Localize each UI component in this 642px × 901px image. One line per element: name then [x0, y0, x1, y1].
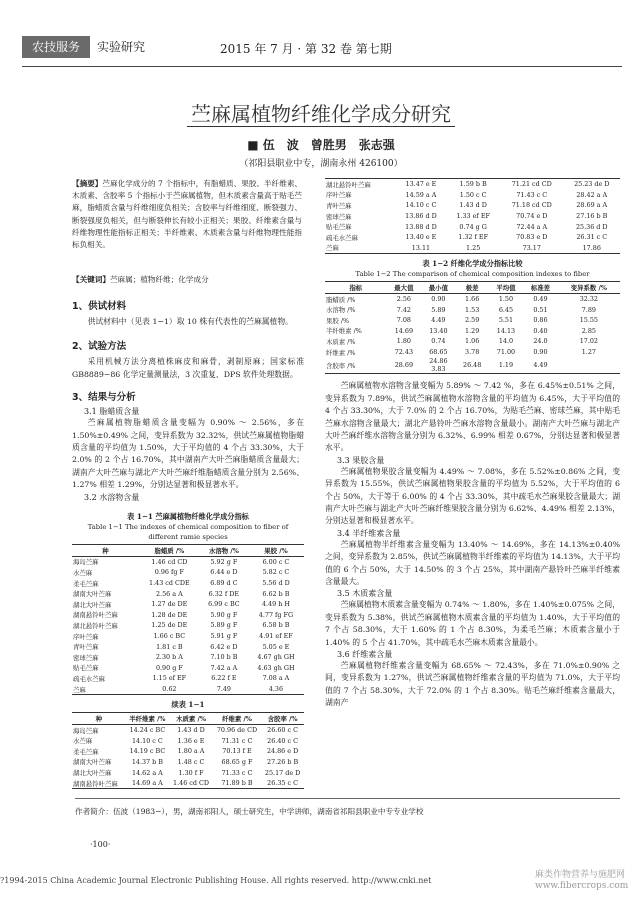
- keywords-text: 苎麻属；植物纤维；化学成分: [109, 275, 209, 284]
- table-row: [325, 211, 620, 222]
- table-cell: 26.48: [463, 361, 482, 370]
- table-cell: 70.96 de CD: [216, 726, 258, 735]
- subsection-3-3-text: 苎麻属植物果胶含量变幅为 4.49% ～ 7.08%，多在 5.52%±0.86% 之间，变异系数为 15.55%，供试苎麻属植物果胶含量的平均值为 5.52%，大于平均值的 6 个占 50%，大于等于 6.00% 的 4 个占 33.30%，其中疏毛水苎麻果胶含量最大；湖南产大叶苎麻与湖北产大叶苎麻纤维果胶含量分别为 6.62%、4.49% 相差 2.13%，分别达显著和极显著水平。: [325, 466, 620, 526]
- column-header: 标准差: [523, 282, 558, 294]
- affiliation: （祁阳县职业中专，湖南永州 426100）: [239, 159, 403, 169]
- table-cell: 71.43 c C: [516, 190, 548, 199]
- table-cell: 72.43: [394, 348, 414, 357]
- column-header: 果胶 /%: [248, 545, 304, 557]
- table-cell: 5.51: [498, 316, 514, 325]
- table-row: [72, 588, 304, 599]
- table-row: [72, 746, 304, 757]
- table-row: [72, 578, 304, 589]
- table-cell: 6.44 e D: [210, 568, 238, 577]
- subsection-3-1-heading: 3.1 脂蜡质含量: [84, 407, 140, 417]
- table-cell: 1.59 b B: [459, 180, 487, 189]
- watermark-line-1: 麻类作物营养与施肥网: [535, 870, 626, 880]
- table-cell: 1.06: [465, 337, 480, 346]
- table-cell: 湖南悬铃叶苎麻: [73, 779, 118, 788]
- table-row: [325, 179, 620, 190]
- table-header-row: [72, 545, 304, 557]
- table-cell: 7.10 b B: [210, 653, 238, 662]
- table-cell: 水苎麻: [73, 568, 93, 577]
- table-cell: 5.56 d D: [262, 579, 290, 588]
- table-row: [72, 724, 304, 735]
- table-cell: 14.19 c BC: [129, 747, 166, 756]
- section-2-heading: 2、试验方法: [72, 341, 127, 353]
- table-cell: 6.42 e D: [210, 642, 238, 651]
- table-1-1-block: [72, 512, 304, 789]
- table-cell: 脂蜡质 /%: [326, 295, 356, 304]
- table-cell: 1.25: [466, 243, 481, 252]
- table-cell: 5.91 g F: [210, 632, 238, 641]
- table-cell: 1.81 c B: [156, 642, 183, 651]
- table-1-1-cont-caption: 续表 1−1: [171, 700, 205, 710]
- table-cell: 73.17: [522, 243, 541, 252]
- table-cell: 湖南悬铃叶苎麻: [73, 611, 118, 620]
- table-cell: 3.78: [465, 348, 480, 357]
- table-cell: 13.88 d D: [405, 222, 437, 231]
- table-cell: 1.19: [498, 361, 514, 370]
- table-row: [325, 315, 620, 326]
- table-cell: 28.42 a A: [576, 190, 608, 199]
- table-row: [325, 200, 620, 211]
- table-cell: 32.32: [579, 295, 598, 304]
- table-row: [72, 757, 304, 768]
- table-row: [325, 304, 620, 315]
- table-cell: 7.08: [396, 316, 411, 325]
- table-cell: 5.90 g F: [210, 610, 238, 619]
- table-cell: 13.86 d D: [405, 212, 437, 221]
- table-row: [72, 556, 304, 567]
- table-cell: 15.55: [579, 316, 598, 325]
- table-cell: 1.50: [498, 295, 514, 304]
- table-cell: 25.23 de D: [574, 180, 610, 189]
- table-cell: 木质素 /%: [326, 337, 356, 346]
- table-cell: 1.48 c C: [177, 757, 205, 766]
- subsection-3-1-text: 苎麻属植物脂蜡质含量变幅为 0.90% ～ 2.56%，多在 1.50%±0.49% 之间，变异系数为 32.32%，供试苎麻属植物脂蜡质含量的平均值为 1.50%，大于平均值的 4 个占 33.30%，大于 2.0% 的 2 个占 16.70%，其中湖南产大叶苎麻脂蜡质含量最大；湖南产大叶苎麻与湖北产大叶苎麻纤维脂蜡质含量分别为 2.56%、1.27% 相差 1.29%，分别达显著和极显著水平。: [72, 418, 304, 490]
- table-cell: 6.32 f DE: [208, 589, 240, 598]
- right-column: [325, 178, 620, 710]
- table-row: [325, 190, 620, 201]
- table-cell: 1.27: [581, 348, 596, 357]
- page-number: ·100·: [90, 840, 111, 849]
- section-3-heading: 3、结果与分析: [72, 392, 136, 404]
- table-1-1: [72, 544, 304, 695]
- table-cell: 71.21 cd CD: [511, 180, 552, 189]
- table-cell: 1.80 a A: [177, 747, 205, 756]
- table-cell: 0.40: [533, 326, 548, 335]
- column-header: 种: [72, 713, 126, 725]
- subsection-3-5-heading: 3.5 木质素含量: [337, 589, 393, 599]
- table-row: [72, 620, 304, 631]
- table-cell: 70.74 e D: [516, 212, 548, 221]
- table-cell: 4.36: [268, 685, 284, 694]
- table-cell: 疏毛水苎麻: [73, 674, 105, 683]
- table-cell: 0.86: [533, 316, 548, 325]
- footnote-rule: [75, 798, 620, 799]
- table-row: [72, 567, 304, 578]
- table-row: [72, 610, 304, 621]
- table-cell: 含胶率 /%: [326, 361, 356, 370]
- table-cell: 0.90 g F: [155, 663, 183, 672]
- watermark-line-2: www.fibercrops.com: [535, 881, 629, 891]
- table-cell: 27.26 b B: [267, 757, 299, 766]
- table-cell: 71.31 c C: [221, 736, 253, 745]
- table-cell: 68.65: [429, 348, 448, 357]
- table-cell: 68.65 g F: [221, 757, 253, 766]
- table-cell: 1.33 ef EF: [456, 212, 490, 221]
- table-cell: 湖北大叶苎麻: [73, 769, 112, 778]
- table-cell: 1.43 d D: [177, 726, 205, 735]
- table-cell: 5.92 g F: [210, 557, 238, 566]
- table-cell: 28.69: [394, 361, 414, 370]
- table-header-row: [325, 282, 620, 294]
- table-cell: 青叶苎麻: [326, 201, 352, 210]
- table-cell: 1.46 cd CD: [173, 779, 210, 788]
- table-row: [325, 347, 620, 358]
- table-cell: 14.10 c C: [131, 736, 163, 745]
- table-cell: 0.74 g G: [459, 222, 487, 231]
- table-cell: 24.0: [533, 337, 548, 346]
- table-cell: 13.47 e E: [405, 180, 437, 189]
- table-cell: 71.33 c C: [221, 768, 253, 777]
- table-cell: 贴毛苎麻: [326, 223, 352, 232]
- abstract: [72, 178, 302, 251]
- table-cell: 1.36 e E: [177, 736, 205, 745]
- table-cell: 6.00 c C: [262, 557, 290, 566]
- table-cell: 疏毛水苎麻: [326, 233, 358, 242]
- subsection-3-5-text: 苎麻属植物木质素含量变幅为 0.74% ～ 1.80%，多在 1.40%±0.075% 之间，变异系数为 5.38%，供试苎麻属植物木质素含量的平均值为 1.40%，大于平均值的 7 个占 58.30%，大于 1.60% 的 1 个占 8.30%，为柔毛苎麻；木质素含量小于 1.40% 的 5 个占 41.70%，其中疏毛水苎麻木质素含量最小。: [325, 600, 620, 647]
- table-cell: 7.42: [396, 305, 411, 314]
- table-cell: 6.62 b B: [262, 589, 290, 598]
- table-cell: [558, 357, 620, 374]
- table-cell: 4.67 gh GH: [257, 653, 295, 662]
- table-cell: 0.49: [533, 295, 548, 304]
- table-cell: 14.69: [394, 326, 414, 335]
- header-rule: [22, 66, 622, 67]
- table-cell: 序叶苎麻: [326, 191, 352, 200]
- table-cell: 14.59 a A: [405, 190, 437, 199]
- table-cell: 序叶苎麻: [73, 632, 99, 641]
- subsection-3-6-text: 苎麻属植物纤维素含量变幅为 68.65% ～ 72.43%，多在 71.0%±0.90% 之间，变异系数为 1.27%，供试苎麻属植物纤维素含量的平均值为 71.0%，大于平均值的 7 个占 58.30%，大于 72.0% 的 1 个占 8.30%。贴毛苎麻纤维素含量最大，湖南产: [325, 661, 620, 708]
- table-cell: 半纤维素 /%: [326, 327, 362, 336]
- table-cell: 1.80: [396, 337, 411, 346]
- paragraph-water-soluble: 苎麻属植物水溶物含量变幅为 5.89% ～ 7.42 %，多在 6.45%±0.51% 之间，变异系数为 7.89%，供试苎麻属植物水溶物含量的平均值为 6.45%，大于平均值的 4 个占 33.30%，大于 7.0% 的 2 个占 16.70%，为贴毛苎麻、密球苎麻，其中贴毛苎麻水溶物含量最大；湖北产悬铃叶苎麻水溶物含量最小。湖南产大叶苎麻与湖北产大叶苎麻纤维水溶物含量分别为 6.32%、6.99% 相差 0.67%，分别达显著和极显著水平。: [325, 381, 620, 453]
- column-header: 指标: [325, 282, 387, 294]
- watermark: [535, 870, 628, 892]
- table-cell: 海岛苎麻: [73, 726, 99, 735]
- table-cell: 71.00: [496, 348, 516, 357]
- table-cell: 1.27 de DE: [151, 600, 188, 609]
- table-cell: 贴毛苎麻: [73, 664, 99, 673]
- table-cell: 苎麻: [326, 244, 339, 253]
- table-cell: 25.17 de D: [264, 768, 301, 777]
- section-2-text: 采用机械方法分离植株麻皮和麻骨，剥制原麻；国家标准 GB8889−86 化学定量测量法，3 次重复、DPS 软件处理数据。: [72, 357, 304, 379]
- column-header: 最小值: [421, 282, 456, 294]
- table-cell: 1.46 cd CD: [151, 557, 188, 566]
- table-cell: 湖北悬铃叶苎麻: [326, 180, 371, 189]
- table-row: [72, 652, 304, 663]
- table-cell: 5.05 e E: [262, 642, 290, 651]
- table-cell: 7.89: [581, 305, 596, 314]
- table-cell: 苎麻: [73, 685, 86, 694]
- keywords: [72, 274, 302, 285]
- table-1-1-cont: [72, 712, 304, 789]
- table-1-1-caption: 表 1−1 苎麻属植物纤维化学成分指标: [127, 512, 249, 521]
- abstract-label: 【摘要】: [72, 179, 103, 188]
- table-cell: 72.44 a A: [516, 222, 548, 231]
- table-cell: 1.28 de DE: [151, 610, 188, 619]
- table-cell: 6.58 b B: [262, 621, 290, 630]
- table-cell: 1.15 ef EF: [152, 674, 187, 683]
- table-cell: 0.51: [533, 305, 548, 314]
- table-cell: 湖北大叶苎麻: [73, 600, 112, 609]
- table-cell: 0.90: [533, 348, 548, 357]
- table-row: [72, 599, 304, 610]
- table-cell: 6.89 d C: [210, 579, 238, 588]
- table-cell: 13.40 e E: [405, 233, 437, 242]
- table-cell: 密球苎麻: [73, 653, 99, 662]
- table-cell: 4.49: [431, 316, 446, 325]
- section-1-heading: 1、供试材料: [72, 301, 127, 312]
- table-cell: 24.86 3.83: [429, 357, 448, 374]
- table-row: [72, 767, 304, 778]
- subsection-3-3-heading: 3.3 果胶含量: [337, 455, 385, 465]
- table-row: [325, 357, 620, 374]
- table-cell: 海岛苎麻: [73, 558, 99, 567]
- table-cell: 1.25 de DE: [151, 621, 188, 630]
- table-row: [325, 243, 620, 254]
- table-cell: 6.45: [498, 305, 514, 314]
- table-cell: 2.56 a A: [156, 589, 183, 598]
- article-title: 苎麻属植物纤维化学成分研究: [0, 98, 642, 127]
- table-cell: 26.31 c C: [576, 233, 608, 242]
- table-cell: 青叶苎麻: [73, 643, 99, 652]
- table-cell: 水溶物 /%: [326, 306, 356, 315]
- table-row: [325, 293, 620, 304]
- abstract-text: 苎麻化学成分的 7 个指标中，有脂蜡质、果胶、半纤维素、木质素、含胶率 5 个指标小于苎麻属植物，但木质素含量高于贴毛苎麻，脂蜡质含量与纤维细度负相关；含胶率与纤维细度、断裂强力、断裂强度负相关，但与断裂伸长有较小正相关；果胶、纤维素含量与纤维物理性能指标正相关；半纤维素、木质素含量与纤维物理性能指标负相关。: [72, 179, 303, 250]
- table-cell: 湖南大叶苎麻: [73, 758, 112, 767]
- table-row: [72, 663, 304, 674]
- table-cell: 14.24 c BC: [129, 726, 166, 735]
- table-row: [72, 673, 304, 684]
- table-cell: 4.63 gh GH: [257, 663, 295, 672]
- table-cell: 17.02: [579, 337, 598, 346]
- table-cell: 24.86 e D: [266, 747, 299, 756]
- subsection-3-2-heading: 3.2 水溶物含量: [84, 492, 140, 502]
- column-header: 木质素 /%: [169, 713, 213, 725]
- subsection-3-4-text: 苎麻属植物半纤维素含量变幅为 13.40% ～ 14.69%，多在 14.13%±0.40% 之间，变异系数为 2.85%，供试苎麻属植物半纤维素的平均值为 14.13%，大于平均值的 6 个占 50%，大于 14.50% 的 3 个占 25%，其中湖南产悬铃叶苎麻半纤维素含量最大。: [325, 539, 620, 586]
- column-header: 种: [72, 545, 139, 557]
- table-cell: 14.0: [498, 337, 514, 346]
- table-cell: 湖北悬铃叶苎麻: [73, 621, 118, 630]
- table-cell: 湖南大叶苎麻: [73, 590, 112, 599]
- table-cell: 5.89 g F: [210, 621, 238, 630]
- table-cell: 1.29: [465, 326, 480, 335]
- authors: ■ 伍 波 曾胜男 张志强: [247, 138, 395, 152]
- column-header: 脂蜡质 /%: [139, 545, 200, 557]
- table-cell: 6.99 c BC: [208, 600, 240, 609]
- table-cell: 14.13: [496, 326, 516, 335]
- table-cell: 纤维素 /%: [326, 348, 356, 357]
- table-cell: 5.82 c C: [262, 568, 290, 577]
- table-cell: 14.62 a A: [132, 768, 163, 777]
- table-cell: 26.35 c C: [267, 779, 298, 788]
- table-row: [72, 684, 304, 695]
- table-cell: 71.89 b B: [221, 779, 253, 788]
- table-1-1-caption-en: Table 1−1 The indexes of chemical composition to fiber of different ramie species: [87, 523, 289, 541]
- table-cell: 0.62: [162, 685, 177, 694]
- author-footnote: 作者简介：伍波（1983−），男，湖南祁阳人，硕士研究生，中学讲师，湖南省祁阳县职业中专专业学校: [75, 807, 424, 816]
- table-cell: 27.16 b B: [576, 212, 608, 221]
- table-cell: 0.74: [431, 337, 446, 346]
- column-header: 极差: [456, 282, 489, 294]
- table-1-2-caption-en: Table 1−2 The comparison of chemical composition indexes to fiber: [355, 270, 590, 279]
- table-cell: 14.37 b B: [131, 757, 163, 766]
- section-name: 实验研究: [97, 40, 146, 54]
- table-cell: 14.10 c C: [405, 201, 437, 210]
- issue-info: 2015 年 7 月 · 第 32 卷 第七期: [220, 42, 392, 56]
- table-cell: 70.13 f E: [222, 747, 252, 756]
- table-cell: 26.60 c C: [267, 726, 298, 735]
- subsection-3-6-heading: 3.6 纤维素含量: [337, 650, 393, 660]
- column-header: 最大值: [387, 282, 422, 294]
- subsection-3-4-heading: 3.4 半纤维素含量: [337, 528, 401, 538]
- column-header: 纤维素 /%: [213, 713, 261, 725]
- table-row: [72, 736, 304, 747]
- table-cell: 71.18 cd CD: [511, 201, 552, 210]
- table-cell: 7.42 a A: [210, 663, 238, 672]
- table-row: [72, 631, 304, 642]
- table-cell: 1.66: [465, 295, 480, 304]
- table-cell: 7.49: [216, 685, 231, 694]
- table-cell: 0.96 fg F: [154, 568, 184, 577]
- table-cell: 柔毛苎麻: [73, 579, 99, 588]
- column-header: 平均值: [489, 282, 524, 294]
- table-cell: 2.30 b A: [155, 653, 183, 662]
- keywords-label: 【关键词】: [72, 275, 110, 284]
- table-cell: 1.30 f F: [178, 768, 204, 777]
- table-cell: 1.43 cd CDE: [149, 579, 190, 588]
- table-cell: 1.32 f EF: [458, 233, 489, 242]
- table-cell: 1.43 d D: [459, 201, 487, 210]
- table-cell: 2.56: [396, 295, 411, 304]
- column-header: 变异系数 /%: [558, 282, 620, 294]
- column-header: 含胶率 /%: [261, 713, 304, 725]
- table-cell: 26.40 c C: [267, 736, 298, 745]
- table-cell: 密球苎麻: [326, 212, 352, 221]
- left-column: [72, 298, 304, 503]
- table-cell: 28.69 a A: [576, 201, 608, 210]
- table-cell: 1.50 c C: [459, 190, 487, 199]
- table-cell: 柔毛苎麻: [73, 747, 99, 756]
- table-cell: 4.49 h H: [261, 600, 290, 609]
- table-cell: 水苎麻: [73, 737, 93, 746]
- table-cell: 2.85: [581, 326, 596, 335]
- table-row: [325, 326, 620, 337]
- table-cell: 0.90: [431, 295, 446, 304]
- table-header-row: [72, 713, 304, 725]
- table-row: [325, 232, 620, 243]
- table-cell: 70.83 e D: [516, 233, 548, 242]
- table-row: [325, 221, 620, 232]
- column-header: 半纤维素 /%: [126, 713, 170, 725]
- table-cell: 4.91 ef EF: [259, 632, 293, 641]
- table-1-2: [325, 281, 620, 374]
- table-cell: 7.08 a A: [262, 674, 290, 683]
- table-cell: 25.36 d D: [575, 222, 608, 231]
- table-1-2-caption: 表 1−2 纤维化学成分指标比较: [422, 259, 523, 269]
- table-cell: 5.89: [431, 305, 446, 314]
- table-row: [325, 336, 620, 347]
- column-header: 水溶物 /%: [200, 545, 248, 557]
- table-1-1-cont-right: [325, 178, 620, 254]
- table-cell: 2.59: [465, 316, 480, 325]
- table-cell: 4.49: [533, 361, 548, 370]
- section-1-text: 供试材料中（见表 1−1）取 10 株有代表性的苎麻属植物。: [87, 317, 293, 326]
- table-cell: 4.77 fg FG: [258, 610, 294, 619]
- table-cell: 14.69 a A: [132, 779, 163, 788]
- table-cell: 6.22 f E: [211, 674, 237, 683]
- copyright-line: ?1994-2015 China Academic Journal Electronic Publishing House. All rights reserved. http://www.cnki.net: [0, 876, 432, 885]
- table-cell: 1.53: [465, 305, 480, 314]
- section-tag: 农技服务: [22, 36, 90, 58]
- table-row: [72, 778, 304, 789]
- table-cell: 1.66 c BC: [153, 632, 186, 641]
- table-cell: 果胶 /%: [326, 316, 350, 325]
- table-row: [72, 641, 304, 652]
- table-cell: 17.86: [582, 243, 601, 252]
- table-cell: 13.40: [429, 326, 448, 335]
- table-cell: 13.11: [411, 243, 431, 252]
